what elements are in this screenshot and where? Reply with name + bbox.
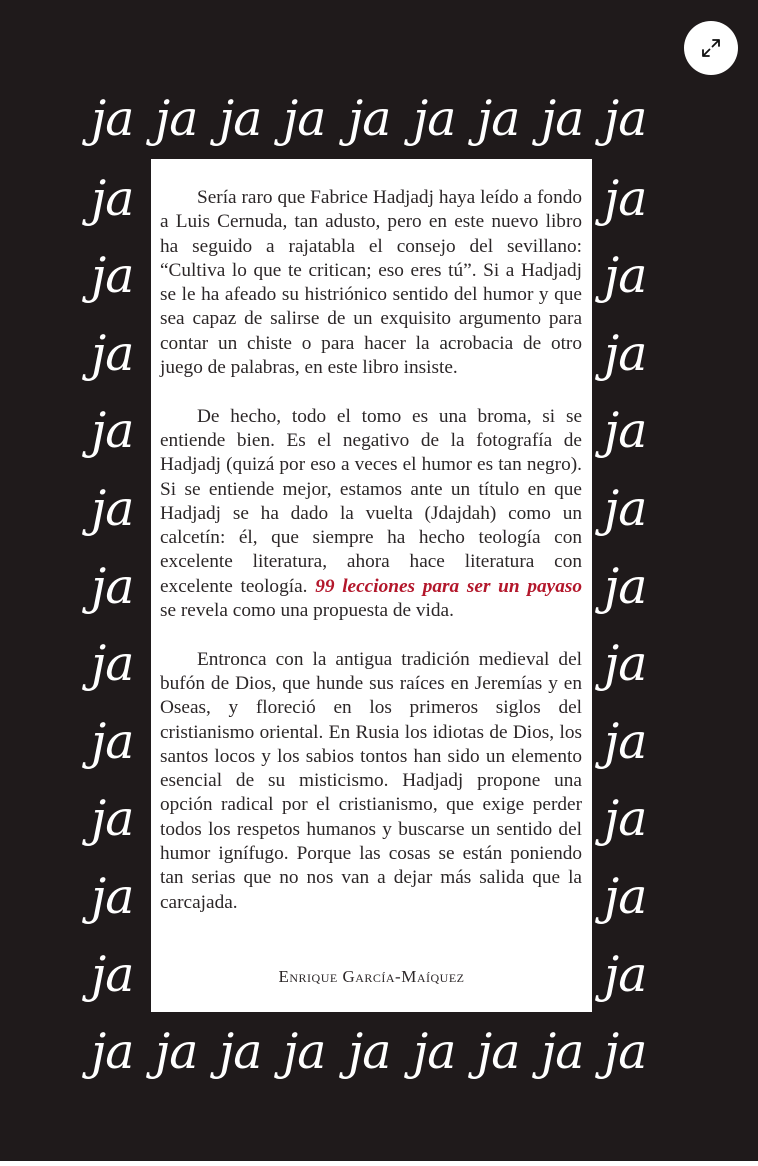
ja-word: ja: [91, 247, 134, 304]
ja-word: ja: [604, 1023, 647, 1080]
ja-word: ja: [91, 325, 134, 382]
ja-word: ja: [155, 90, 198, 147]
ja-word: ja: [91, 635, 134, 692]
ja-word: ja: [604, 170, 647, 227]
ja-word: ja: [283, 1023, 326, 1080]
author-signature: Enrique García-Maíquez: [278, 967, 465, 986]
synopsis-panel: [151, 159, 592, 1012]
ja-word: ja: [283, 90, 326, 147]
ja-word: ja: [91, 402, 134, 459]
ja-word: ja: [348, 90, 391, 147]
ja-word: ja: [541, 1023, 584, 1080]
synopsis-paragraph-2-text: De hecho, todo el tomo es una broma, si se entiende bien. Es el negativo de la fotografía de Hadjadj (quizá por eso a veces el humor es tan negro). Si se entiende mejor, estamos ante un título en que Hadjadj se ha dado la vuelta (Jdajdah) como un calcetín: él, que siempre ha hecho teología con excelente literatura, ahora hace literatura con excelente teología.: [160, 405, 582, 597]
ja-word: ja: [541, 90, 584, 147]
ja-word: ja: [477, 90, 520, 147]
ja-word: ja: [604, 325, 647, 382]
ja-word: ja: [155, 1023, 198, 1080]
ja-word: ja: [219, 90, 262, 147]
ja-word: ja: [219, 1023, 262, 1080]
ja-word: ja: [604, 946, 647, 1003]
synopsis-paragraph-2: [160, 405, 582, 624]
ja-word: ja: [604, 90, 647, 147]
book-title: 99 lecciones para ser un payaso: [315, 575, 582, 597]
synopsis-paragraph-1: Sería raro que Fabrice Hadjadj haya leído a fondo a Luis Cernuda, tan adusto, pero en este nuevo libro ha seguido a rajatabla el consejo del sevillano: “Cultiva lo que te critican; eso eres tú”. Si a Hadjadj se le ha afeado su histriónico sentido del humor y que sea capaz de salirse de un exquisito argumento para contar un chiste o para hacer la acrobacia de otro juego de palabras, en este libro insiste.: [160, 187, 582, 379]
synopsis-text: [160, 186, 582, 939]
ja-word: ja: [477, 1023, 520, 1080]
ja-word: ja: [91, 558, 134, 615]
expand-button[interactable]: [684, 21, 738, 75]
ja-word: ja: [413, 90, 456, 147]
ja-word: ja: [604, 790, 647, 847]
ja-word: ja: [604, 480, 647, 537]
expand-arrows-icon: [700, 37, 722, 59]
ja-word: ja: [348, 1023, 391, 1080]
ja-word: ja: [604, 713, 647, 770]
ja-word: ja: [91, 946, 134, 1003]
ja-word: ja: [91, 480, 134, 537]
ja-word: ja: [91, 790, 134, 847]
ja-word: ja: [91, 868, 134, 925]
ja-word: ja: [604, 635, 647, 692]
ja-word: ja: [413, 1023, 456, 1080]
ja-word: ja: [91, 1023, 134, 1080]
ja-word: ja: [91, 90, 134, 147]
ja-word: ja: [91, 170, 134, 227]
synopsis-paragraph-2-end: se revela como una propuesta de vida.: [160, 600, 454, 622]
ja-word: ja: [604, 247, 647, 304]
ja-word: ja: [604, 402, 647, 459]
ja-word: ja: [604, 868, 647, 925]
synopsis-paragraph-3: Entronca con la antigua tradición medieval del bufón de Dios, que hunde sus raíces en Jeremías y en Oseas, y floreció en los primeros siglos del cristianismo oriental. En Rusia los idiotas de Dios, los santos locos y los sabios tontos han sido un elemento esencial de su misticismo. Hadjadj propone una opción radical por el cristianismo, que exige perder todos los respetos humanos y buscarse un sentido del humor ignífugo. Porque las cosas se están poniendo tan serias que no nos van a dejar más salida que la carcajada.: [160, 648, 582, 913]
ja-word: ja: [604, 558, 647, 615]
ja-word: ja: [91, 713, 134, 770]
